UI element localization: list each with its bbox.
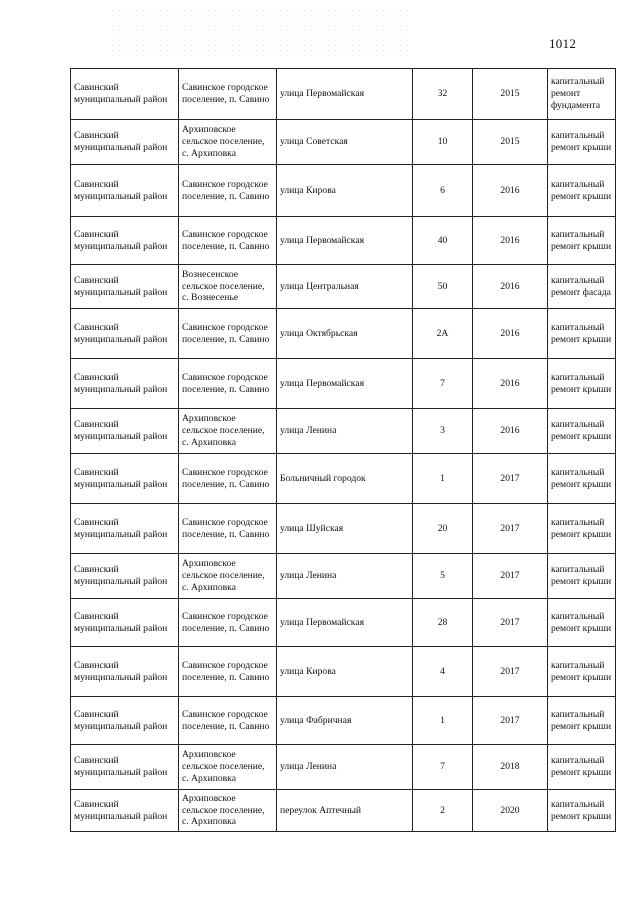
table-row [71, 69, 616, 120]
district-cell: Савинский муниципальный район [71, 599, 179, 647]
street-cell: улица Фабричная [277, 697, 413, 745]
settlement-cell: Архиповское сельское поселение, с. Архиповка [179, 745, 277, 790]
street-cell: улица Кирова [277, 647, 413, 697]
house-number-cell: 32 [413, 69, 473, 120]
work-type-cell: капитальный ремонт крыши [548, 309, 616, 359]
table-row [71, 554, 616, 599]
year-cell: 2016 [473, 217, 548, 265]
table-row [71, 454, 616, 504]
repair-registry-table [70, 68, 616, 832]
work-type-cell: капитальный ремонт крыши [548, 647, 616, 697]
street-cell: улица Советская [277, 120, 413, 165]
house-number-cell: 3 [413, 409, 473, 454]
work-type-cell: капитальный ремонт фундамента [548, 69, 616, 120]
year-cell: 2018 [473, 745, 548, 790]
year-cell: 2015 [473, 69, 548, 120]
district-cell: Савинский муниципальный район [71, 69, 179, 120]
district-cell: Савинский муниципальный район [71, 217, 179, 265]
house-number-cell: 10 [413, 120, 473, 165]
work-type-cell: капитальный ремонт крыши [548, 409, 616, 454]
year-cell: 2016 [473, 265, 548, 309]
street-cell: улица Ленина [277, 745, 413, 790]
work-type-cell: капитальный ремонт крыши [548, 359, 616, 409]
settlement-cell: Савинское городское поселение, п. Савино [179, 454, 277, 504]
settlement-cell: Архиповское сельское поселение, с. Архиповка [179, 409, 277, 454]
work-type-cell: капитальный ремонт крыши [548, 165, 616, 217]
street-cell: переулок Аптечный [277, 790, 413, 832]
house-number-cell: 4 [413, 647, 473, 697]
work-type-cell: капитальный ремонт крыши [548, 697, 616, 745]
house-number-cell: 50 [413, 265, 473, 309]
house-number-cell: 6 [413, 165, 473, 217]
house-number-cell: 40 [413, 217, 473, 265]
house-number-cell: 7 [413, 745, 473, 790]
work-type-cell: капитальный ремонт крыши [548, 120, 616, 165]
table-row [71, 217, 616, 265]
house-number-cell: 2 [413, 790, 473, 832]
district-cell: Савинский муниципальный район [71, 647, 179, 697]
work-type-cell: капитальный ремонт крыши [548, 504, 616, 554]
district-cell: Савинский муниципальный район [71, 265, 179, 309]
settlement-cell: Савинское городское поселение, п. Савино [179, 697, 277, 745]
year-cell: 2016 [473, 409, 548, 454]
page-number: 1012 [549, 36, 577, 51]
work-type-cell: капитальный ремонт фасада [548, 265, 616, 309]
table-row [71, 647, 616, 697]
table-row [71, 165, 616, 217]
district-cell: Савинский муниципальный район [71, 554, 179, 599]
table-row [71, 409, 616, 454]
table-row [71, 265, 616, 309]
year-cell: 2017 [473, 647, 548, 697]
settlement-cell: Савинское городское поселение, п. Савино [179, 69, 277, 120]
district-cell: Савинский муниципальный район [71, 359, 179, 409]
year-cell: 2016 [473, 165, 548, 217]
work-type-cell: капитальный ремонт крыши [548, 454, 616, 504]
table-row [71, 504, 616, 554]
year-cell: 2017 [473, 504, 548, 554]
year-cell: 2017 [473, 454, 548, 504]
scan-artifact [110, 8, 410, 58]
street-cell: улица Первомайская [277, 217, 413, 265]
table-row [71, 599, 616, 647]
street-cell: улица Ленина [277, 554, 413, 599]
house-number-cell: 28 [413, 599, 473, 647]
year-cell: 2017 [473, 697, 548, 745]
street-cell: улица Кирова [277, 165, 413, 217]
year-cell: 2017 [473, 599, 548, 647]
street-cell: улица Шуйская [277, 504, 413, 554]
settlement-cell: Савинское городское поселение, п. Савино [179, 647, 277, 697]
settlement-cell: Архиповское сельское поселение, с. Архиповка [179, 790, 277, 832]
settlement-cell: Савинское городское поселение, п. Савино [179, 309, 277, 359]
district-cell: Савинский муниципальный район [71, 120, 179, 165]
district-cell: Савинский муниципальный район [71, 745, 179, 790]
table-row [71, 745, 616, 790]
house-number-cell: 5 [413, 554, 473, 599]
settlement-cell: Архиповское сельское поселение, с. Архиповка [179, 554, 277, 599]
district-cell: Савинский муниципальный район [71, 165, 179, 217]
work-type-cell: капитальный ремонт крыши [548, 554, 616, 599]
street-cell: Больничный городок [277, 454, 413, 504]
table-row [71, 359, 616, 409]
house-number-cell: 20 [413, 504, 473, 554]
settlement-cell: Архиповское сельское поселение, с. Архиповка [179, 120, 277, 165]
table-row [71, 309, 616, 359]
house-number-cell: 7 [413, 359, 473, 409]
settlement-cell: Савинское городское поселение, п. Савино [179, 165, 277, 217]
house-number-cell: 2А [413, 309, 473, 359]
settlement-cell: Савинское городское поселение, п. Савино [179, 599, 277, 647]
district-cell: Савинский муниципальный район [71, 697, 179, 745]
district-cell: Савинский муниципальный район [71, 454, 179, 504]
year-cell: 2016 [473, 359, 548, 409]
house-number-cell: 1 [413, 697, 473, 745]
year-cell: 2020 [473, 790, 548, 832]
street-cell: улица Октябрьская [277, 309, 413, 359]
district-cell: Савинский муниципальный район [71, 790, 179, 832]
work-type-cell: капитальный ремонт крыши [548, 790, 616, 832]
settlement-cell: Вознесенское сельское поселение, с. Вознесенье [179, 265, 277, 309]
work-type-cell: капитальный ремонт крыши [548, 599, 616, 647]
work-type-cell: капитальный ремонт крыши [548, 745, 616, 790]
table-row [71, 697, 616, 745]
district-cell: Савинский муниципальный район [71, 309, 179, 359]
house-number-cell: 1 [413, 454, 473, 504]
year-cell: 2017 [473, 554, 548, 599]
settlement-cell: Савинское городское поселение, п. Савино [179, 504, 277, 554]
table-row [71, 790, 616, 832]
street-cell: улица Первомайская [277, 599, 413, 647]
street-cell: улица Ленина [277, 409, 413, 454]
settlement-cell: Савинское городское поселение, п. Савино [179, 359, 277, 409]
street-cell: улица Первомайская [277, 69, 413, 120]
table-row [71, 120, 616, 165]
street-cell: улица Центральная [277, 265, 413, 309]
settlement-cell: Савинское городское поселение, п. Савино [179, 217, 277, 265]
district-cell: Савинский муниципальный район [71, 504, 179, 554]
work-type-cell: капитальный ремонт крыши [548, 217, 616, 265]
year-cell: 2015 [473, 120, 548, 165]
district-cell: Савинский муниципальный район [71, 409, 179, 454]
street-cell: улица Первомайская [277, 359, 413, 409]
year-cell: 2016 [473, 309, 548, 359]
